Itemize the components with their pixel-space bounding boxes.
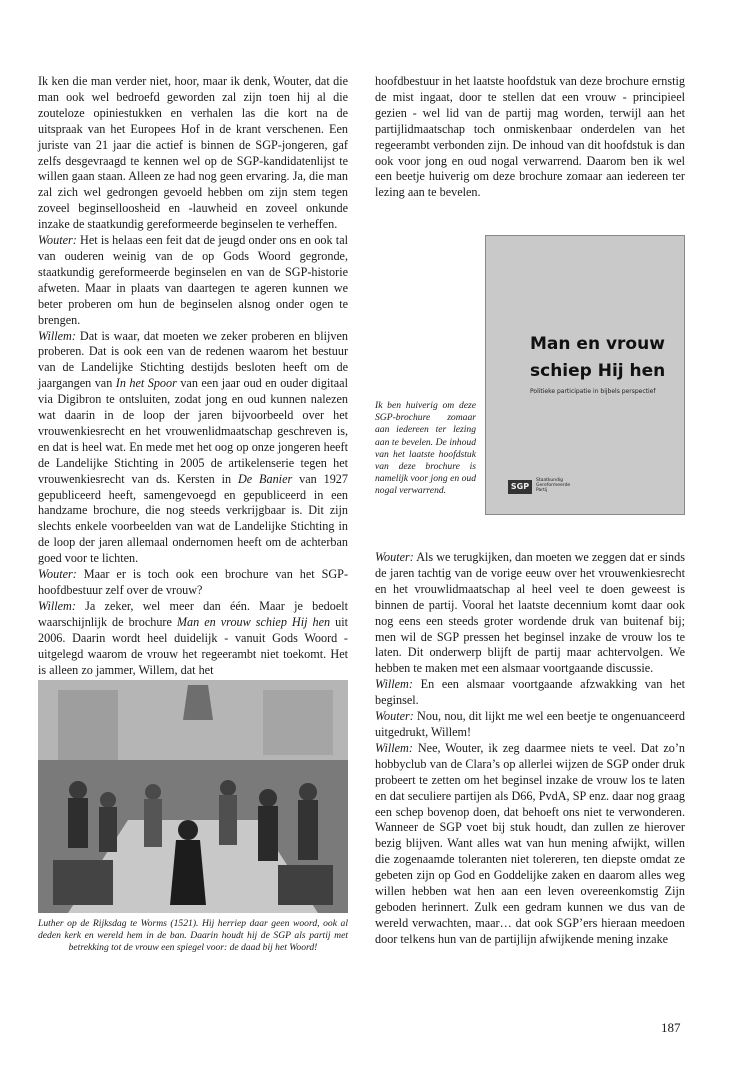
speaker-label: Willem: (375, 677, 413, 692)
paragraph (38, 233, 348, 328)
publication-title: In het Spoor (115, 376, 177, 391)
paragraph (375, 74, 685, 201)
speaker-label: Willem: (375, 740, 413, 755)
right-column-bottom (375, 550, 685, 948)
paragraph-text: Nee, Wouter, ik zeg daarmee niets te veel. Dat zo’n hobbyclub van de Clara’s op allerlei wijzen de SGP onder druk probeert te zetten om het beginsel inzake de vrouw los te laten en dat seculiere partijen als D66, PvdA, SP enz. daar nog graag een schep bovenop doen, dat behoeft ons niet te verwonderen. Wanneer de SGP voet bij stuk houdt, dan zullen ze hierover bezig blijven. Want alles wat van hun mening afwijkt, willen die zogenaamde toleranten niet tolereren, ten diepste omdat ze gebeten zijn op God en Goddelijke zaken en daarom alles weg willen hebben wat hen aan een leven overeenkomstig Zijn geboden herinnert. Zulk een gedram kunnen we dus van de wereld verwachten, maar… dat ook SGP’ers hieraan meedoen door telkens hun van de partijlijn afwijkende mening inzake (375, 740, 685, 946)
figure-caption: Luther op de Rijksdag te Worms (1521). Hij herriep daar geen woord, ook al deden kerk en wereld hem in de ban. Daarin houdt hij de SGP als partij met betrekking tot de vrouw een spiegel voor: de daad bij het Woord! (38, 918, 348, 953)
paragraph-text: Nou, nou, dit lijkt me wel een beetje te ongenuanceerd uitgedrukt, Willem! (375, 709, 685, 739)
paragraph-text: Ja zeker, wel meer dan één. Maar je bedoelt waarschijnlijk de brochure (38, 598, 348, 629)
paragraph (38, 599, 348, 679)
luther-engraving-image (38, 680, 348, 913)
paragraph-text: van een jaar oud en ouder digitaal via Digibron te ontsluiten, zodat jong en oud kunnen nalezen wat daarin in de loop der jaren bijvoorbeeld over het vrouwenkiesrecht en het vrouwenlidmaatschap geschreven is, en dat is heel wat. En mede met het oog op onze jongeren heeft de Landelijke Stichting in 2005 de artikelenserie tegen het vrouwenkiesrecht van ds. Kersten in (38, 376, 348, 486)
paragraph (375, 741, 685, 948)
sgp-logo-text: Staatkundig Gereformeerde Partij (536, 478, 571, 493)
brochure-subtitle: Politieke participatie in bijbels perspectief (530, 388, 656, 395)
brochure-title: schiep Hij hen (530, 361, 666, 381)
sgp-logo: SGP (508, 480, 532, 494)
speaker-label: Wouter: (375, 709, 414, 724)
paragraph-text: En een alsmaar voortgaande afzwakking van het beginsel. (375, 677, 685, 708)
paragraph (38, 329, 348, 568)
paragraph-text: hoofdbestuur in het laatste hoofdstuk van deze brochure ernstig de mist ingaat, door te stellen dat een vrouw - principieel gezien - wel lid van de partij mag worden, terwijl aan het partijlidmaatschap toch onmiskenbaar onderdelen van het regeerambt verbonden zijn. De inhoud van dit hoofdstuk is dan ook voor jong en oud nogal verwarrend. Daarom ben ik wel een beetje huiverig om deze brochure zomaar aan iedereen ter lezing aan te bevelen. (375, 74, 685, 200)
brochure-cover-image (485, 235, 685, 515)
paragraph-text: van 1927 gepubliceerd heeft, samengevoegd en gepubliceerd in een handzame brochure, die nog steeds verkrijgbaar is. Dit zijn slechts enkele voorbeelden van wat de Landelijke Stichting in de loop der jaren allemaal ondernomen heeft om de achterban goed voor te lichten. (38, 471, 348, 566)
paragraph (38, 567, 348, 599)
speaker-label: Wouter: (375, 550, 414, 564)
paragraph (375, 550, 685, 677)
paragraph (38, 74, 348, 233)
right-column-top (375, 74, 685, 201)
paragraph-text: Maar er is toch ook een brochure van het SGP-hoofdbestuur zelf over de vrouw? (38, 567, 348, 597)
paragraph (375, 709, 685, 741)
paragraph-text: uit 2006. Daarin wordt heel duidelijk - vanuit Gods Woord - uitgelegd waarom de vrouw het regeerambt niet toekomt. Het is alleen zo jammer, Willem, dat het (38, 614, 348, 677)
brochure-caption: Ik ben huiverig om deze SGP-brochure zomaar aan iedereen ter lezing aan te bevelen. De inhoud van het laatste hoofdstuk van deze brochure is namelijk voor jong en oud nogal verwarrend. (375, 400, 476, 497)
brochure-title: Man en vrouw (530, 334, 665, 354)
publication-title: Man en vrouw schiep Hij hen (176, 614, 331, 629)
speaker-label: Willem: (38, 328, 76, 343)
speaker-label: Wouter: (38, 567, 77, 582)
paragraph-text: Als we terugkijken, dan moeten we zeggen dat er sinds de jaren tachtig van de vorige eeuw over het vrouwenkiesrecht en het vrouwlidmaatschap al heel veel te doen geweest is binnen de partij. Vooral het laatste decennium komt daar ook nog eens een steeds groter wordende druk van buitenaf bij; men wil de SGP pressen het beginsel inzake de vrouw los te laten. Dit onderwerp blijft de partij maar achtervolgen. We hebben te maken met een alsmaar voortgaande discussie. (375, 550, 685, 676)
paragraph-text: Dat is waar, dat moeten we zeker proberen en blijven proberen. Dat is ook een van de redenen waarom het bestuur van de Landelijke Stichting destijds besloten heeft om de jaargangen van (38, 328, 348, 391)
speaker-label: Wouter: (38, 233, 77, 248)
speaker-label: Willem: (38, 598, 76, 613)
paragraph-text: Het is helaas een feit dat de jeugd onder ons en ook tal van ouderen weinig van de op Gods Woord gegronde, staatkundig gereformeerde beginselen en van de SGP-historie afweten. Maar in plaats van daartegen te ageren kunnen we beter proberen om hun de beginselen alsnog onder ogen te brengen. (38, 233, 348, 327)
page-number: 187 (661, 1020, 681, 1035)
paragraph-text: Ik ken die man verder niet, hoor, maar ik denk, Wouter, dat die man ook wel bedroefd geworden zal zijn toen hij al die zouteloze opiniestukken en verhalen las die kort na de uitspraak van het Europees Hof in de krant verschenen. Een juriste van 21 jaar die actief is binnen de SGP-jongeren, gaf zelfs desgevraagd te kennen wel op de SGP-kandidatenlijst te willen gaan staan. Alleen ze had nog geen ervaring. Ja, die man zal zich wel gedrongen gevoeld hebben om zijn stem tegen zoveel beginselloosheid en -lauwheid en zoveel onkunde inzake de staatkundig gereformeerde beginselen te verheffen. (38, 74, 348, 232)
publication-title: De Banier (237, 471, 293, 486)
paragraph (375, 677, 685, 709)
left-column (38, 74, 348, 678)
